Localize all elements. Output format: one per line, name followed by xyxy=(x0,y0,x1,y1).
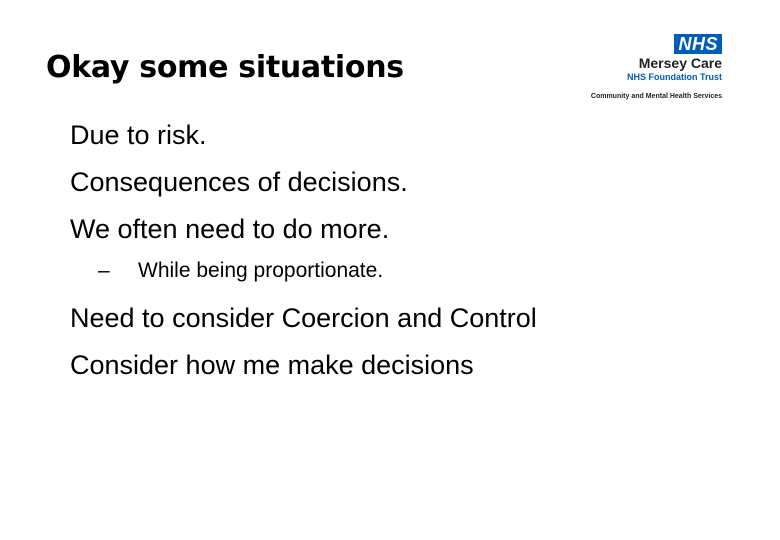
nhs-mersey-care-logo xyxy=(580,34,722,104)
nhs-badge: NHS xyxy=(674,34,722,54)
bullet-text: We often need to do more. xyxy=(70,214,390,244)
bullet-item xyxy=(70,342,537,389)
bullet-item xyxy=(70,295,537,342)
bullet-text: Due to risk. xyxy=(70,120,207,150)
slide-title: Okay some situations xyxy=(46,50,404,85)
organisation-name: Mersey Care xyxy=(638,55,722,71)
services-tagline: Community and Mental Health Services xyxy=(590,93,722,100)
nhs-badge-row xyxy=(674,34,722,54)
bullet-item xyxy=(70,206,537,253)
sub-bullet-marker: – xyxy=(98,259,110,282)
bullet-item xyxy=(70,112,537,159)
bullet-list xyxy=(70,112,537,389)
sub-bullet-item xyxy=(70,249,537,293)
sub-bullet-text: While being proportionate. xyxy=(138,259,384,282)
bullet-text: Need to consider Coercion and Control xyxy=(70,303,537,333)
bullet-text: Consider how me make decisions xyxy=(70,350,474,380)
bullet-text: Consequences of decisions. xyxy=(70,167,408,197)
foundation-trust-label: NHS Foundation Trust xyxy=(627,72,722,82)
bullet-item xyxy=(70,159,537,206)
